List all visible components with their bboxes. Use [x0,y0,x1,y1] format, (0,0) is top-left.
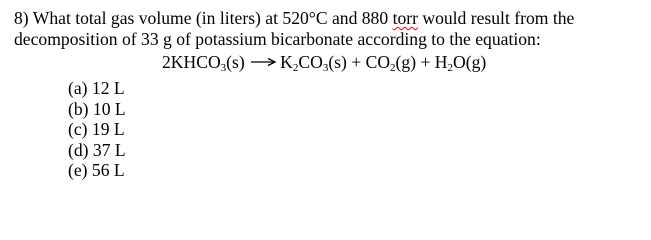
choice-a: (a) 12 L [68,78,125,98]
question-line-1 [14,8,650,29]
question-line-2: decomposition of 33 g of potassium bicarbonate according to the equation: [14,29,541,49]
reactant-state: (s) [226,52,245,72]
product-co2-subscript: 2 [390,62,396,74]
spellcheck-flagged-word: torr [392,8,418,28]
question-line-1-start: 8) What total gas volume (in liters) at 520°C and 880 [14,8,393,28]
product-water: (g) + H [395,52,448,72]
chemical-equation [162,52,486,73]
product-co2: (s) + CO [328,52,391,72]
product-potassium-subscript: 2 [292,62,299,74]
choice-d: (d) 37 L [68,139,126,160]
product-carbonate-subscript: 3 [322,62,329,74]
choice-e: (e) 56 L [68,160,125,180]
product-water-subscript: 2 [447,62,453,74]
question-text [14,8,650,50]
question-line-1-end: would result from the [417,8,575,28]
reaction-arrow-icon [251,57,277,67]
product-potassium: K [280,52,293,72]
product-water-end: O(g) [453,52,487,72]
product-carbonate: CO [298,52,323,72]
choice-c: (c) 19 L [68,119,125,139]
choice-b: (b) 10 L [68,98,126,119]
reactant-subscript: 3 [220,62,227,74]
reactant-formula: 2KHCO [162,52,221,72]
answer-choices [68,78,126,181]
